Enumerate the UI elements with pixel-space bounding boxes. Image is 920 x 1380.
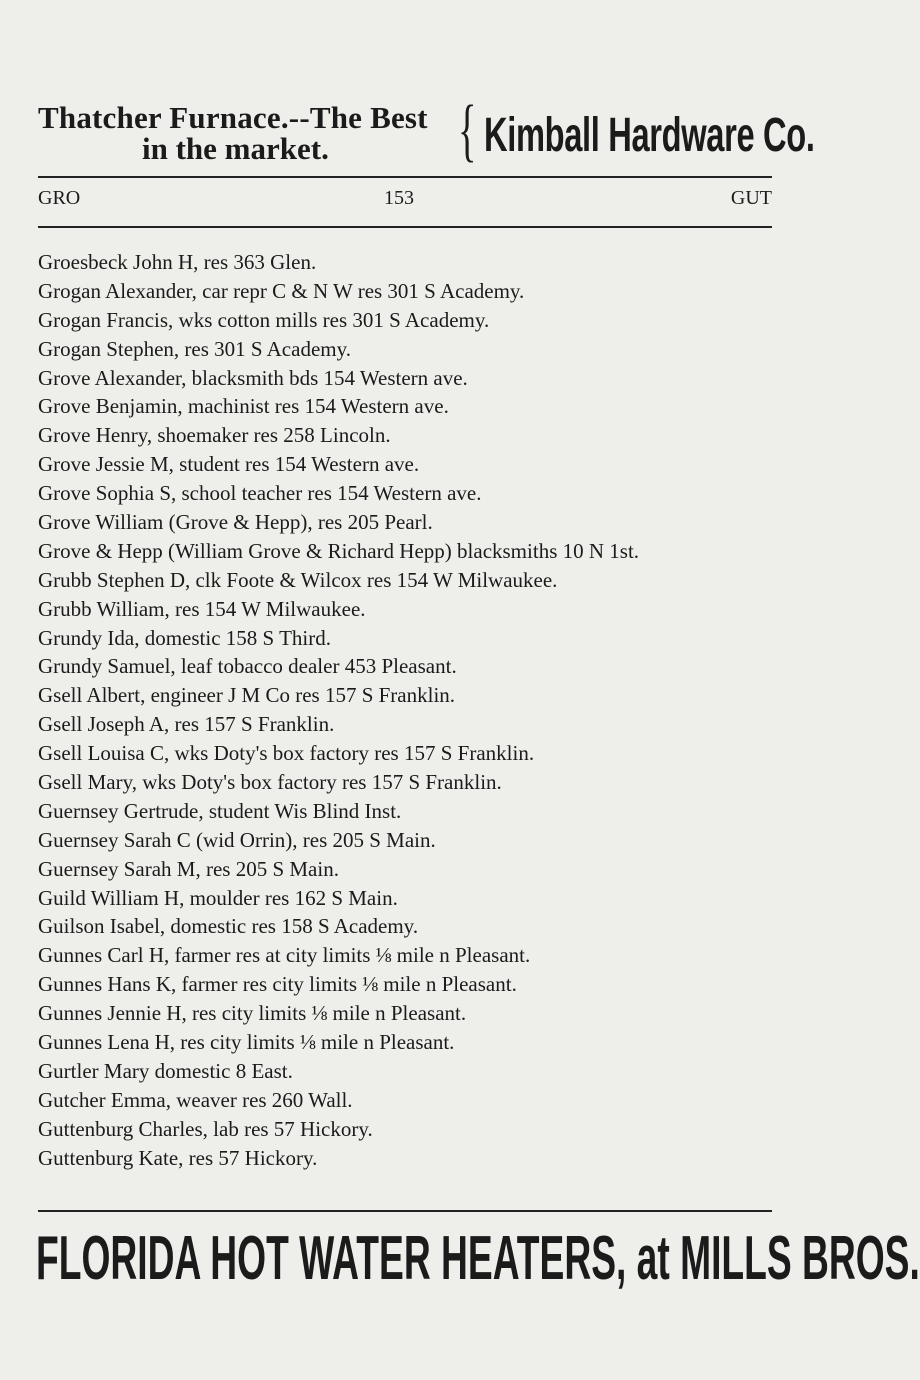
- top-rule: [38, 176, 772, 178]
- directory-entry: Gsell Louisa C, wks Doty's box factory res 157 S Franklin.: [38, 741, 535, 766]
- directory-entry: Gunnes Carl H, farmer res at city limits ⅛ mile n Pleasant.: [38, 943, 531, 968]
- directory-entry: Grubb William, res 154 W Milwaukee.: [38, 596, 366, 621]
- thatcher-furnace-ad-line2: in the market.: [142, 131, 329, 166]
- directory-entry: Gurtler Mary domestic 8 East.: [38, 1058, 293, 1083]
- running-head-last-name: GUT: [730, 187, 772, 209]
- directory-entry: Grove Benjamin, machinist res 154 Western ave.: [38, 394, 449, 419]
- directory-entry: Gsell Joseph A, res 157 S Franklin.: [38, 712, 335, 737]
- directory-entry: Grogan Francis, wks cotton mills res 301 S Academy.: [38, 307, 490, 332]
- directory-entry: Grogan Alexander, car repr C & N W res 301 S Academy.: [38, 278, 525, 303]
- directory-entry: Grubb Stephen D, clk Foote & Wilcox res 154 W Milwaukee.: [38, 567, 558, 592]
- running-head-first-name: GRO: [38, 187, 81, 209]
- directory-entry: Guilson Isabel, domestic res 158 S Academy.: [38, 914, 419, 939]
- thatcher-furnace-ad-line1: Thatcher Furnace.--The Best: [38, 100, 428, 135]
- directory-entry: Grundy Samuel, leaf tobacco dealer 453 Pleasant.: [38, 654, 457, 679]
- directory-entry: Gunnes Jennie H, res city limits ⅛ mile n Pleasant.: [38, 1001, 467, 1026]
- directory-entry: Guttenburg Charles, lab res 57 Hickory.: [38, 1116, 373, 1141]
- ad-brace: {: [458, 92, 477, 169]
- directory-entry: Grove Jessie M, student res 154 Western ave.: [38, 452, 420, 477]
- directory-entry: Gutcher Emma, weaver res 260 Wall.: [38, 1087, 353, 1112]
- directory-entry: Guernsey Gertrude, student Wis Blind Inst.: [38, 798, 402, 823]
- directory-entry: Gsell Albert, engineer J M Co res 157 S Franklin.: [38, 683, 456, 708]
- directory-entry: Grove Alexander, blacksmith bds 154 Western ave.: [38, 365, 468, 390]
- directory-entry: Gunnes Hans K, farmer res city limits ⅛ mile n Pleasant.: [38, 972, 517, 997]
- directory-entries: [38, 248, 798, 1173]
- directory-entry: Groesbeck John H, res 363 Glen.: [38, 250, 317, 274]
- directory-entry: Guttenburg Kate, res 57 Hickory.: [38, 1145, 318, 1170]
- directory-entry: Guernsey Sarah C (wid Orrin), res 205 S Main.: [38, 827, 436, 852]
- directory-entry: Guernsey Sarah M, res 205 S Main.: [38, 856, 339, 881]
- directory-entry: Grove & Hepp (William Grove & Richard Hepp) blacksmiths 10 N 1st.: [38, 538, 640, 563]
- kimball-hardware-ad: Kimball Hardware Co.: [484, 109, 815, 162]
- header-rule: [38, 226, 772, 228]
- footer-rule: [38, 1210, 772, 1212]
- directory-entry: Grove Sophia S, school teacher res 154 Western ave.: [38, 481, 482, 506]
- directory-entry: Grove Henry, shoemaker res 258 Lincoln.: [38, 423, 391, 448]
- directory-entry: Grove William (Grove & Hepp), res 205 Pearl.: [38, 510, 433, 535]
- running-head: [38, 187, 772, 213]
- directory-entry: Gsell Mary, wks Doty's box factory res 157 S Franklin.: [38, 770, 502, 795]
- header-advertisement: [38, 92, 815, 170]
- directory-entry: Grogan Stephen, res 301 S Academy.: [38, 336, 351, 361]
- directory-entry: Gunnes Lena H, res city limits ⅛ mile n Pleasant.: [38, 1030, 455, 1055]
- directory-entry: Grundy Ida, domestic 158 S Third.: [38, 625, 331, 650]
- page-number: 153: [384, 187, 414, 209]
- directory-entry: Guild William H, moulder res 162 S Main.: [38, 885, 398, 910]
- florida-hot-water-heaters-ad: FLORIDA HOT WATER HEATERS, at MILLS BROS.: [36, 1224, 920, 1293]
